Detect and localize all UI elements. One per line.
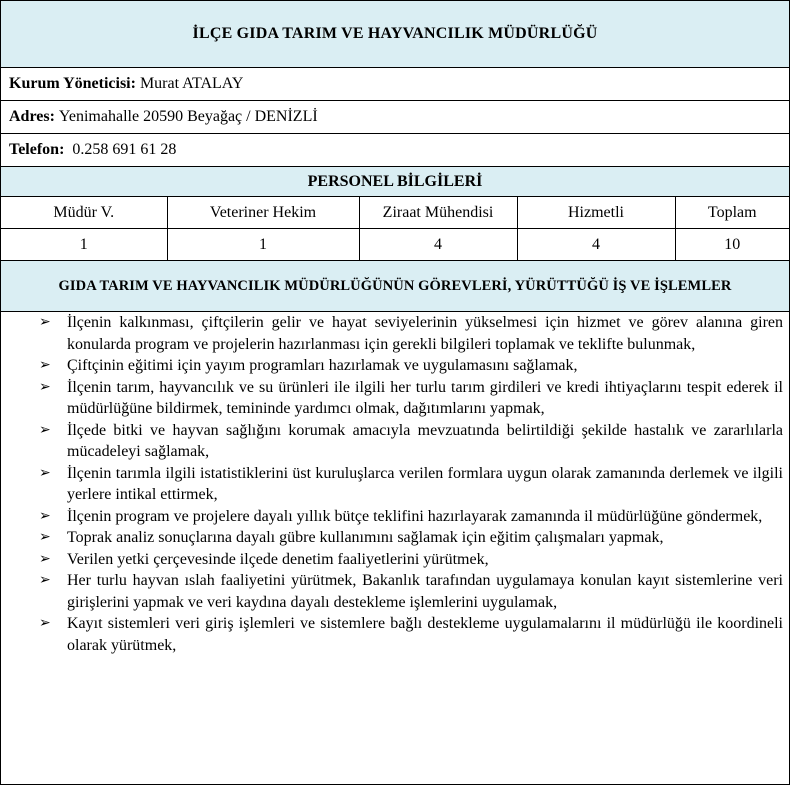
duty-item [1, 570, 783, 613]
personnel-header-cell: Toplam [675, 197, 789, 229]
personnel-value-cell: 4 [517, 229, 675, 261]
personnel-title: PERSONEL BİLGİLERİ [1, 167, 789, 197]
duty-text: İlçede bitki ve hayvan sağlığını korumak amacıyla mevzuatında belirtildiği şekilde hastalık ve zararlılarla mücadeleyi sağlamak, [67, 421, 783, 460]
arrow-bullet-icon: ➢ [39, 464, 51, 481]
duty-text: Verilen yetki çerçevesinde ilçede denetim faaliyetlerini yürütmek, [67, 550, 489, 568]
phone-label: Telefon: [9, 141, 65, 158]
personnel-header-cell: Hizmetli [517, 197, 675, 229]
duty-item [1, 377, 783, 420]
address-row [1, 101, 789, 134]
personnel-header-row [1, 197, 789, 229]
personnel-table [1, 197, 789, 261]
page-title: İLÇE GIDA TARIM VE HAYVANCILIK MÜDÜRLÜĞÜ [1, 1, 789, 68]
duty-item [1, 420, 783, 463]
arrow-bullet-icon: ➢ [39, 615, 51, 631]
arrow-bullet-icon: ➢ [39, 378, 51, 395]
duty-item [1, 527, 783, 549]
duties-title: GIDA TARIM VE HAYVANCILIK MÜDÜRLÜĞÜNÜN GÖREVLERİ, YÜRÜTTÜĞÜ İŞ VE İŞLEMLER [1, 261, 789, 312]
arrow-bullet-icon: ➢ [39, 357, 51, 373]
duty-item [1, 549, 783, 571]
manager-value: Murat ATALAY [139, 75, 244, 92]
duty-item [1, 506, 783, 528]
arrow-bullet-icon: ➢ [39, 550, 51, 567]
manager-label: Kurum Yöneticisi: [9, 75, 136, 92]
duty-item [1, 355, 783, 377]
duty-text: Her turlu hayvan ıslah faaliyetini yürütmek, Bakanlık tarafından uygulamaya konulan kayıt sistemlerine veri girişlerini yapmak ve veri kaydına dayalı destekleme işlemlerini uygulamak, [67, 572, 783, 611]
personnel-header-cell: Ziraat Mühendisi [359, 197, 517, 229]
arrow-bullet-icon: ➢ [39, 529, 51, 545]
duty-text: Kayıt sistemleri veri giriş işlemleri ve sistemlere bağlı destekleme uygulamalarını il müdürlüğü ile koordineli olarak yürütmek, [67, 615, 783, 654]
duty-text: Çiftçinin eğitimi için yayım programları hazırlamak ve uygulamasını sağlamak, [67, 357, 578, 374]
manager-row [1, 68, 789, 101]
arrow-bullet-icon: ➢ [39, 421, 51, 438]
address-value: Yenimahalle 20590 Beyağaç / DENİZLİ [58, 108, 318, 125]
personnel-value-cell: 1 [1, 229, 167, 261]
duty-item [1, 613, 783, 656]
personnel-header-cell: Veteriner Hekim [167, 197, 359, 229]
personnel-header-cell: Müdür V. [1, 197, 167, 229]
address-label: Adres: [9, 108, 55, 125]
duty-text: İlçenin kalkınması, çiftçilerin gelir ve hayat seviyelerinin yükselmesi için hizmet ve görev alanına giren konularda program ve projelerin hazırlanması için gerekli bilgileri toplamak ve teklifte bulunmak, [67, 314, 783, 353]
arrow-bullet-icon: ➢ [39, 507, 51, 524]
personnel-value-row [1, 229, 789, 261]
duty-text: İlçenin tarımla ilgili istatistiklerini üst kuruluşlarca verilen formlara uygun olarak zamanında derlemek ve ilgili yerlere intikal ettirmek, [67, 464, 783, 503]
duty-item [1, 312, 783, 355]
phone-row [1, 134, 789, 167]
duty-text: Toprak analiz sonuçlarına dayalı gübre kullanımını sağlamak için eğitim çalışmaları yapmak, [67, 529, 664, 546]
phone-value: 0.258 691 61 28 [72, 141, 177, 158]
arrow-bullet-icon: ➢ [39, 572, 51, 588]
personnel-value-cell: 10 [675, 229, 789, 261]
duty-item [1, 463, 783, 506]
duty-text: İlçenin tarım, hayvancılık ve su ürünleri ile ilgili her turlu tarım girdileri ve kredi ihtiyaçlarını tespit ederek il müdürlüğüne bildirmek, temininde yardımcı olmak, dağıtımlarını yapmak, [67, 378, 783, 417]
duty-text: İlçenin program ve projelere dayalı yıllık bütçe teklifini hazırlayarak zamanında il müdürlüğüne göndermek, [67, 507, 763, 525]
duties-list [1, 312, 789, 656]
personnel-value-cell: 4 [359, 229, 517, 261]
personnel-value-cell: 1 [167, 229, 359, 261]
arrow-bullet-icon: ➢ [39, 314, 51, 330]
